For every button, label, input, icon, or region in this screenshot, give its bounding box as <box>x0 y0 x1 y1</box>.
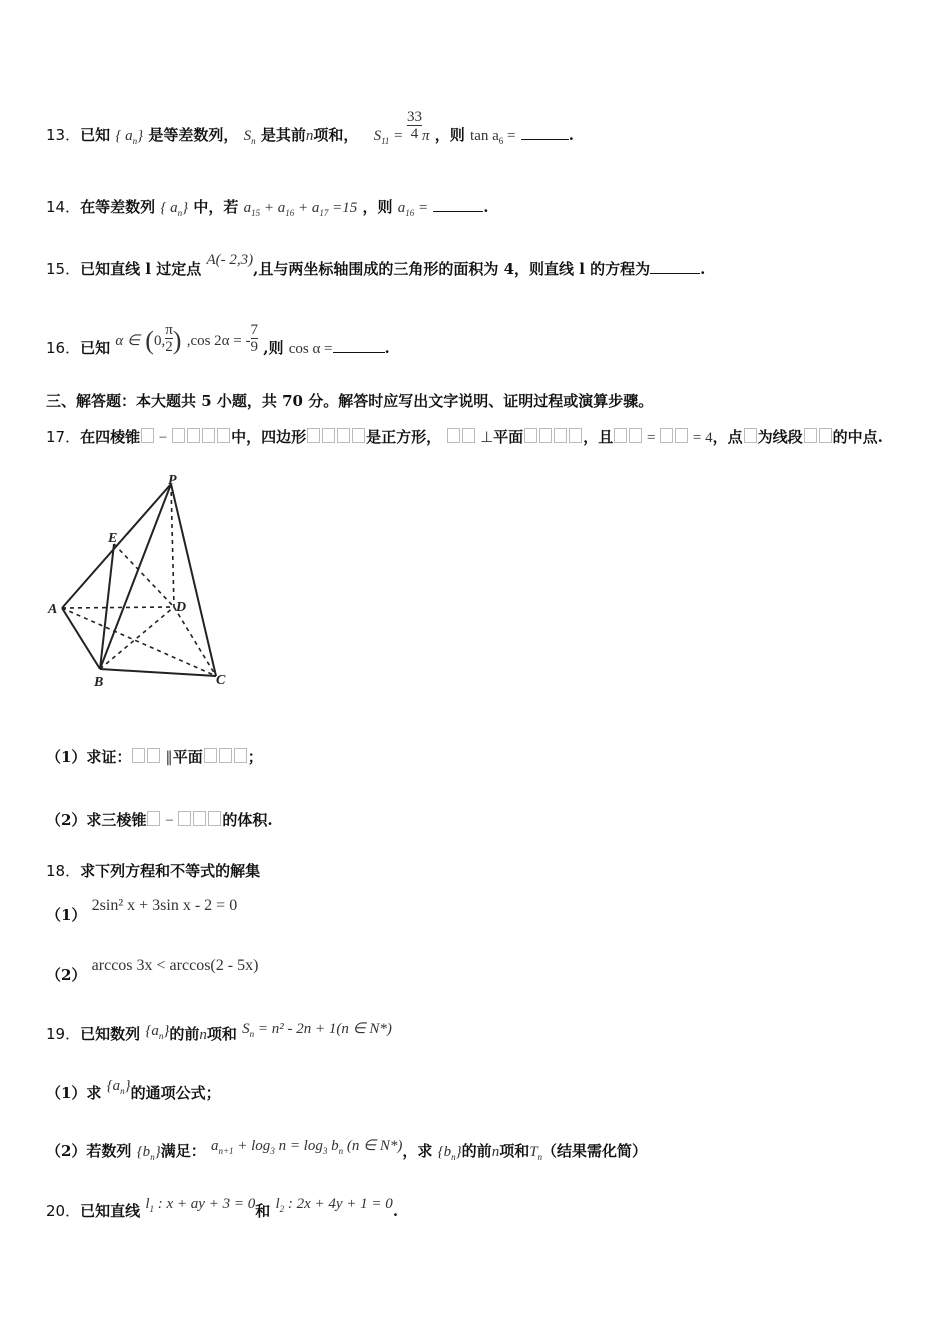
question-17-part-2: （2）求三棱锥 − 的体积. <box>46 811 273 829</box>
label-B: B <box>94 675 104 690</box>
question-19-part-2: （2）若数列 $\{b_n\}$满足： $a_{n+1} + \log_3 n = \log_3 b_n$ (n ∈ N*)，求 $\{b_n\}$的前n项和$T_n$（结果需化简） <box>46 1138 648 1162</box>
label-D: D <box>176 600 187 615</box>
question-15: 15．已知直线 l 过定点 A(- 2,3),且与两坐标轴围成的三角形的面积为 4，则直线 l 的方程为 . <box>46 252 706 278</box>
answer-blank <box>333 340 385 353</box>
answer-blank <box>650 261 700 274</box>
question-20: 20．已知直线 $l_1$ : x + ay + 3 = 0和 $l_2$ : 2x + 4y + 1 = 0. <box>46 1196 399 1220</box>
question-16: 16．已知 α ∈ (0, $\frac{\pi}{2}$ ) ,cos 2α = - $\frac{7}{9}$ ,则 cos α = . <box>46 321 390 357</box>
pyramid-figure <box>44 472 244 692</box>
edge-PC <box>171 484 216 676</box>
section-heading: 三、解答题：本大题共 5 小题，共 70 分。解答时应写出文字说明、证明过程或演算步骤。 <box>46 392 654 410</box>
sum-expression: $a_{15} + a_{16} + a_{17} =15$ <box>243 200 358 218</box>
edge-AD <box>62 607 174 608</box>
edge-AB <box>62 608 100 669</box>
question-13: 13．已知 { $a_n$} 是等差数列， $S_n$ 是其前n项和， $S_{11}$ = $\frac{33}{4}$ π ，则 $\tan a_6$ = . <box>46 108 574 146</box>
answer-blank <box>521 127 569 140</box>
question-18-part-2: （2） arccos 3x < arccos(2 - 5x) <box>46 957 259 984</box>
label-C: C <box>216 673 226 688</box>
edge-AC <box>62 608 216 676</box>
label-P: P <box>168 473 177 488</box>
edge-PD <box>171 484 174 607</box>
fraction-33-4: $\frac{33}{4}$ <box>407 108 423 142</box>
question-18-part-1: （1） 2sin² x + 3sin x - 2 = 0 <box>46 897 238 924</box>
answer-blank <box>433 199 483 212</box>
question-17: 17．在四棱锥 − 中，四边形 是正方形， ⊥平面 ，且 = = 4，点 为线段 的中点. <box>46 428 883 446</box>
label-A: A <box>48 602 58 617</box>
edge-DC <box>174 607 216 676</box>
edge-BC <box>100 669 216 676</box>
sequence-an: { $a_n$} <box>115 128 144 146</box>
question-18: 18．求下列方程和不等式的解集 <box>46 862 261 880</box>
question-14: 14．在等差数列 { $a_n$} 中，若 $a_{15} + a_{16} + a_{17} =15$ ，则 $a_{16}$ = . <box>46 198 489 218</box>
label-E: E <box>108 531 118 546</box>
question-19: 19．已知数列 $\{a_n\}$的前n项和 $S_n = n^2 - 2n + 1(n$ ∈ N*) <box>46 1021 392 1043</box>
question-17-part-1: （1）求证： ∥平面 ； <box>46 748 263 766</box>
question-19-part-1: （1）求 $\{a_n\}$的通项公式； <box>46 1078 221 1102</box>
